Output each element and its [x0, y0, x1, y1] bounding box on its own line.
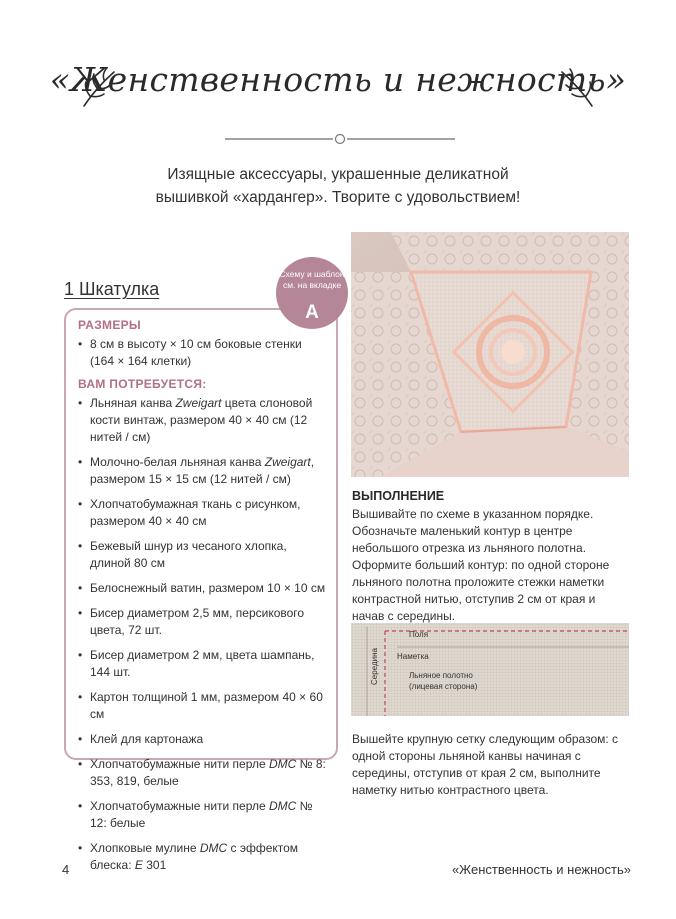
page-number: 4 — [62, 862, 70, 877]
title-divider — [225, 132, 455, 146]
needs-heading: ВАМ ПОТРЕБУЕТСЯ: — [78, 377, 207, 391]
label-baste: Наметка — [397, 652, 429, 661]
execution-heading: ВЫПОЛНЕНИЕ — [352, 489, 445, 503]
sizes-heading: РАЗМЕРЫ — [78, 318, 141, 332]
material-text: Льняная канва — [90, 396, 176, 410]
material-text: № 8: 353, 819, белые — [90, 757, 326, 788]
template-badge — [276, 257, 348, 329]
material-text: № 12: белые — [90, 799, 313, 830]
material-item — [78, 496, 328, 530]
sizes-list — [78, 336, 328, 378]
execution-paragraph-1: Вышивайте по схеме в указанном порядке. Обозначьте маленький контур в центре небольшого отрезка из льняного полотна. — [352, 507, 594, 555]
material-text: Бежевый шнур из чесаного хлопка, длиной 80 см — [90, 539, 287, 570]
brand-name: Zweigart — [264, 455, 311, 469]
material-item — [78, 798, 328, 832]
material-text: с эффектом блеска: — [90, 841, 299, 872]
brand-name: DMC — [269, 757, 297, 771]
basting-diagram — [351, 623, 629, 716]
label-field: Поля — [409, 630, 429, 639]
material-text: 301 — [142, 858, 167, 872]
box-photo — [351, 232, 629, 477]
material-item — [78, 756, 328, 790]
brand-name: DMC — [269, 799, 297, 813]
brand-name: DMC — [199, 841, 228, 855]
badge-text: Схему и шаблон см. на вкладке — [279, 269, 345, 290]
material-text: цвета слоновой кости винтаж, размером 40 × 40 см (12 нитей / см) — [90, 396, 313, 444]
needs-list — [78, 395, 328, 882]
execution-paragraph-3: Вышейте крупную сетку следующим образом: с одной стороны льняной канвы начиная с середины, отступив от края 2 см, выполните наметку нитью контрастного цвета. — [352, 732, 619, 797]
material-item — [78, 580, 328, 597]
material-text: Молочно-белая льняная канва — [90, 455, 265, 469]
material-item — [78, 605, 328, 639]
material-item — [78, 647, 328, 681]
material-text: Хлопчатобумажные нити перле — [90, 799, 270, 813]
page-title: «Женственность и нежность» — [49, 60, 627, 99]
size-item: • 8 см в высоту × 10 см боковые стенки (164 × 164 клетки) — [78, 336, 328, 370]
section-title: 1 Шкатулка — [64, 279, 160, 299]
running-title: «Женственность и нежность» — [451, 862, 631, 877]
label-linen: Льняное полотно — [409, 671, 473, 680]
materials-box — [64, 308, 338, 872]
material-item — [78, 689, 328, 723]
label-face: (лицевая сторона) — [409, 682, 478, 691]
material-text: Хлопковые мулине — [90, 841, 200, 855]
subtitle: Изящные аксессуары, украшенные деликатной вышивкой «хардангер». Творите с удовольствием! — [155, 166, 521, 206]
label-middle: Середина — [370, 648, 379, 685]
material-text: Бисер диаметром 2 мм, цвета шампань, 144 шт. — [90, 648, 315, 679]
material-item — [78, 731, 328, 748]
execution-paragraph-2: Оформите больший контур: по одной стороне льняного полотна проложите стежки наметки контрастной нитью, отступив 2 см от края и начав с середины. — [352, 558, 610, 623]
material-item — [78, 840, 328, 874]
brand-name: E — [134, 858, 143, 872]
material-text: Картон толщиной 1 мм, размером 40 × 60 см — [90, 690, 323, 721]
material-text: Клей для картонажа — [90, 732, 204, 746]
material-item — [78, 538, 328, 572]
badge-letter: A — [305, 302, 319, 323]
brand-name: Zweigart — [175, 396, 222, 410]
material-text: Белоснежный ватин, размером 10 × 10 см — [90, 581, 326, 595]
material-text: , размером 15 × 15 см (12 нитей / см) — [90, 455, 315, 486]
material-item — [78, 454, 328, 488]
material-item — [78, 395, 328, 446]
material-text: Хлопчатобумажная ткань с рисунком, размером 40 × 40 см — [90, 497, 301, 528]
material-text: Хлопчатобумажные нити перле — [90, 757, 270, 771]
material-text: Бисер диаметром 2,5 мм, персикового цвета, 72 шт. — [90, 606, 305, 637]
